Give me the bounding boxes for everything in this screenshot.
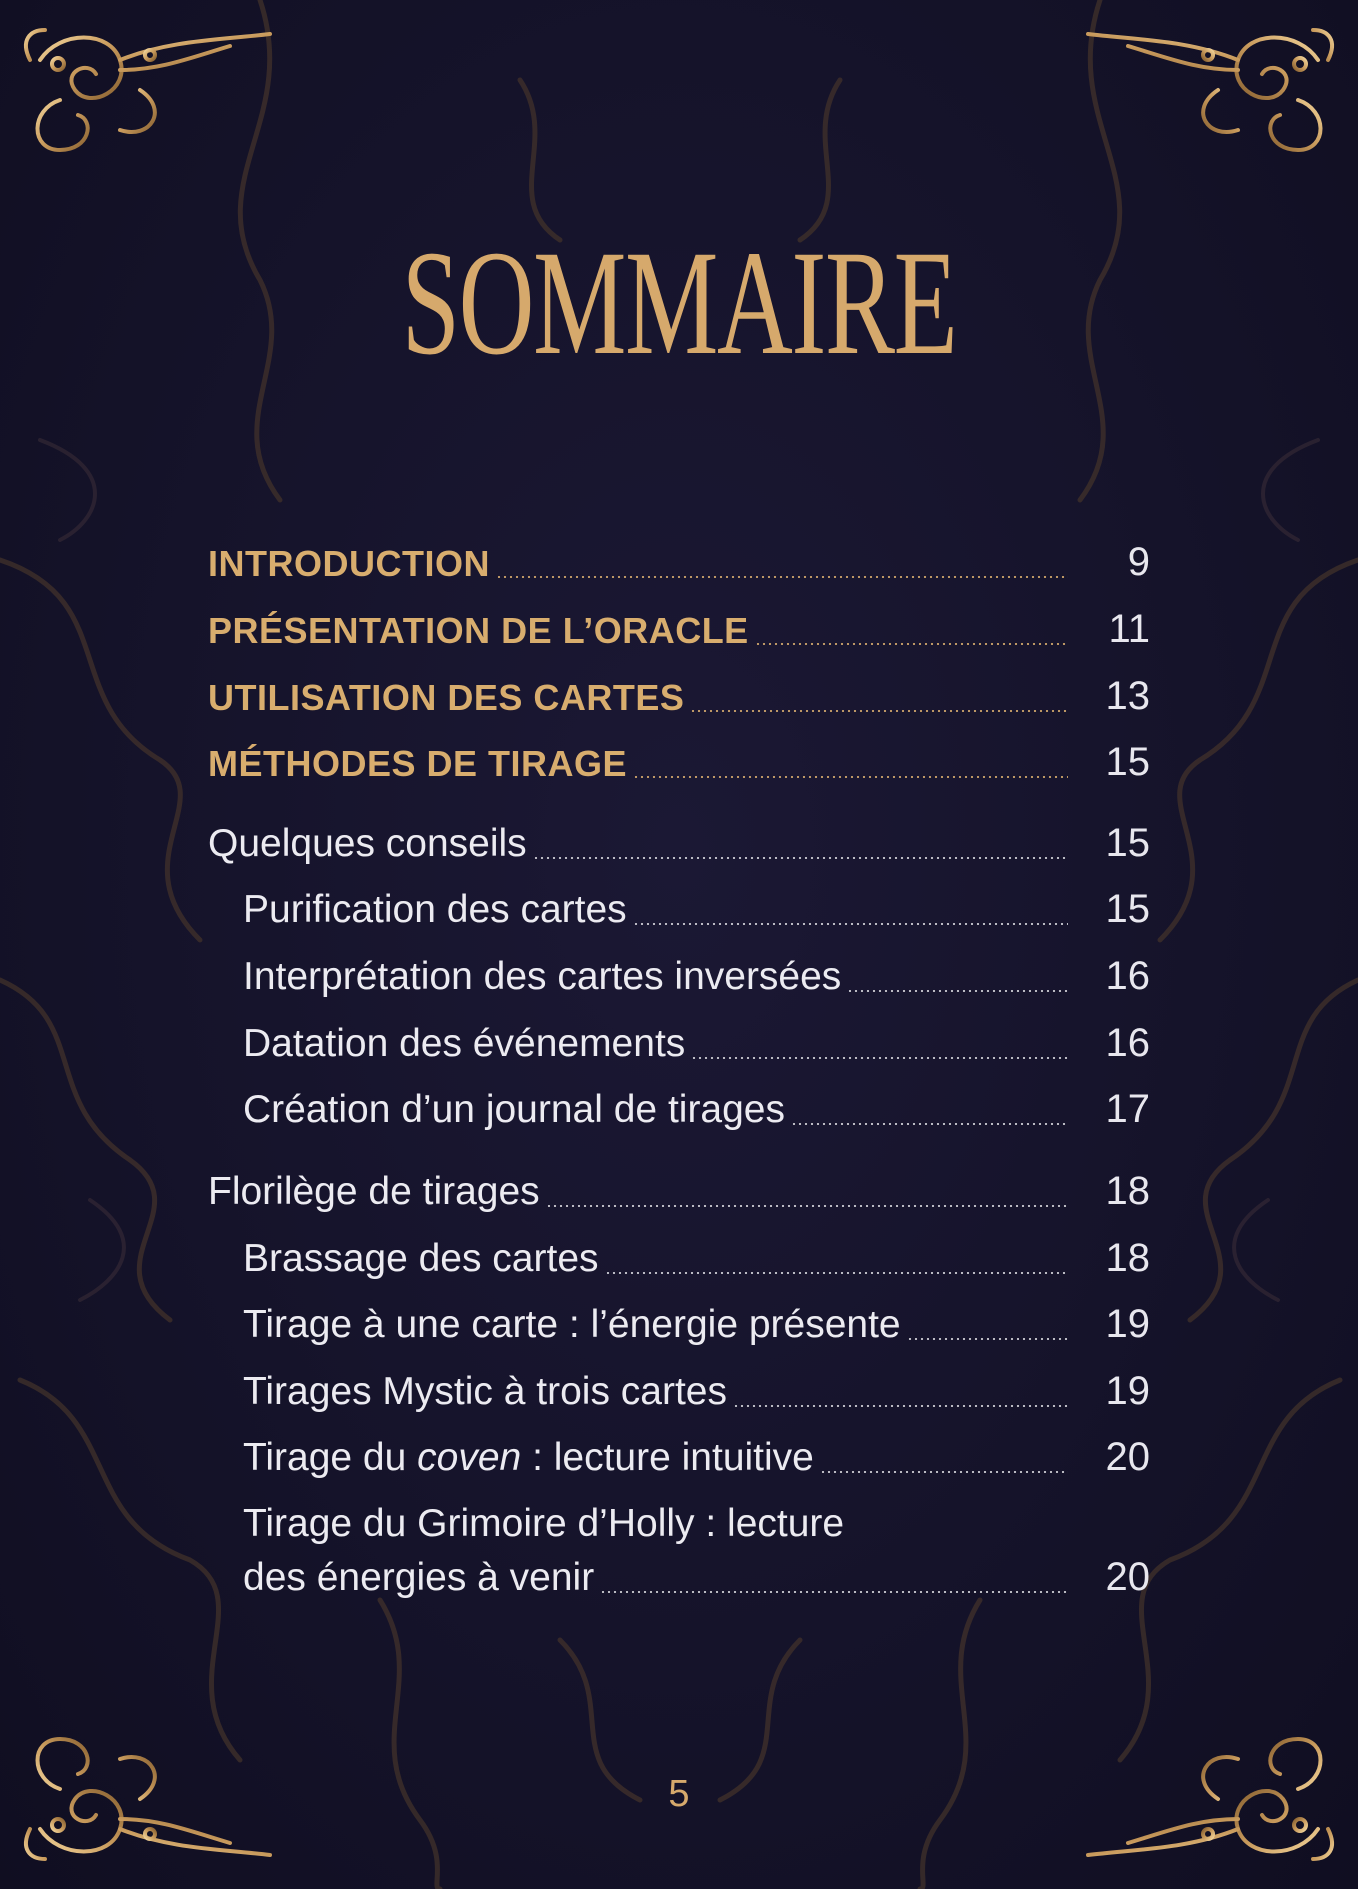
- toc-entry-florilege[interactable]: [208, 1162, 1150, 1222]
- toc-entry-label: Interprétation des cartes inversées: [243, 955, 842, 998]
- dot-leader: [847, 990, 1068, 992]
- toc-entry-label-start: Tirage du: [243, 1436, 418, 1479]
- dot-leader: [605, 1272, 1068, 1274]
- toc-entry-presentation[interactable]: [208, 600, 1150, 660]
- dot-leader: [600, 1591, 1068, 1593]
- dot-leader: [820, 1471, 1068, 1473]
- toc-entry-page: 18: [1105, 1169, 1150, 1213]
- corner-ornament-top-left: [26, 30, 270, 150]
- toc-entry-label: [243, 1436, 814, 1480]
- toc-entry-page: 17: [1105, 1087, 1150, 1131]
- toc-entry-tirages-mystic[interactable]: [208, 1362, 1150, 1422]
- toc-entry-utilisation[interactable]: [208, 667, 1150, 727]
- dot-leader: [633, 776, 1068, 778]
- toc-entry-page: 20: [1105, 1555, 1150, 1599]
- toc-entry-page: 20: [1105, 1435, 1150, 1479]
- corner-ornament-top-right: [1088, 30, 1332, 150]
- toc-entry-quelques-conseils[interactable]: [208, 814, 1150, 874]
- dot-leader: [907, 1338, 1068, 1340]
- toc-entry-label: UTILISATION DES CARTES: [208, 677, 685, 718]
- toc-entry-brassage[interactable]: [208, 1229, 1150, 1289]
- toc-entry-label-italic: coven: [417, 1436, 522, 1479]
- dot-leader: [733, 1405, 1068, 1407]
- toc-entry-page: 15: [1105, 740, 1150, 784]
- toc-entry-label-end: : lecture intuitive: [521, 1436, 814, 1479]
- toc-entry-interpretation[interactable]: [208, 947, 1150, 1007]
- toc-entry-tirage-coven[interactable]: [208, 1428, 1150, 1488]
- toc-entry-label: INTRODUCTION: [208, 543, 490, 584]
- dot-leader: [533, 857, 1068, 859]
- dot-leader: [691, 1057, 1068, 1059]
- toc-entry-purification[interactable]: [208, 880, 1150, 940]
- page-title: SOMMAIRE: [401, 220, 957, 386]
- dot-leader: [755, 643, 1068, 645]
- toc-entry-page: 16: [1105, 1021, 1150, 1065]
- toc-entry-page: 9: [1127, 540, 1150, 584]
- toc-entry-page: 16: [1105, 954, 1150, 998]
- page-number: 5: [668, 1773, 690, 1815]
- dot-leader: [791, 1123, 1068, 1125]
- toc-entry-label: Quelques conseils: [208, 822, 527, 865]
- toc-entry-label: Tirage à une carte : l’énergie présente: [243, 1303, 901, 1346]
- toc-entry-page: 11: [1108, 607, 1150, 651]
- toc-entry-label: PRÉSENTATION DE L’ORACLE: [208, 610, 749, 651]
- dot-leader: [690, 710, 1068, 712]
- toc-entry-introduction[interactable]: [208, 533, 1150, 593]
- toc-entry-page: 15: [1105, 887, 1150, 931]
- dot-leader: [546, 1205, 1068, 1207]
- toc-entry-label: MÉTHODES DE TIRAGE: [208, 743, 628, 784]
- toc-entry-grimoire-holly[interactable]: [208, 1502, 1150, 1608]
- toc-entry-page: 13: [1105, 674, 1150, 718]
- toc-entry-page: 18: [1105, 1236, 1150, 1280]
- toc-entry-tirage-une-carte[interactable]: [208, 1295, 1150, 1355]
- toc-entry-label-line1: Tirage du Grimoire d’Holly : lecture: [243, 1502, 845, 1545]
- toc-entry-page: 19: [1105, 1369, 1150, 1413]
- toc-entry-label: Tirages Mystic à trois cartes: [243, 1370, 727, 1413]
- toc-entry-label: Purification des cartes: [243, 888, 627, 931]
- toc-entry-page: 15: [1105, 821, 1150, 865]
- toc-entry-page: 19: [1105, 1302, 1150, 1346]
- toc-entry-methodes[interactable]: [208, 733, 1150, 793]
- toc-entry-datation[interactable]: [208, 1014, 1150, 1074]
- dot-leader: [496, 576, 1068, 578]
- toc-entry-label: Brassage des cartes: [243, 1237, 599, 1280]
- toc-entry-label: Florilège de tirages: [208, 1170, 540, 1213]
- dot-leader: [633, 923, 1068, 925]
- toc-entry-journal[interactable]: [208, 1080, 1150, 1140]
- toc-entry-label: Datation des événements: [243, 1022, 686, 1065]
- toc-entry-label: Création d’un journal de tirages: [243, 1088, 786, 1131]
- toc-entry-label-line2: des énergies à venir: [243, 1556, 595, 1599]
